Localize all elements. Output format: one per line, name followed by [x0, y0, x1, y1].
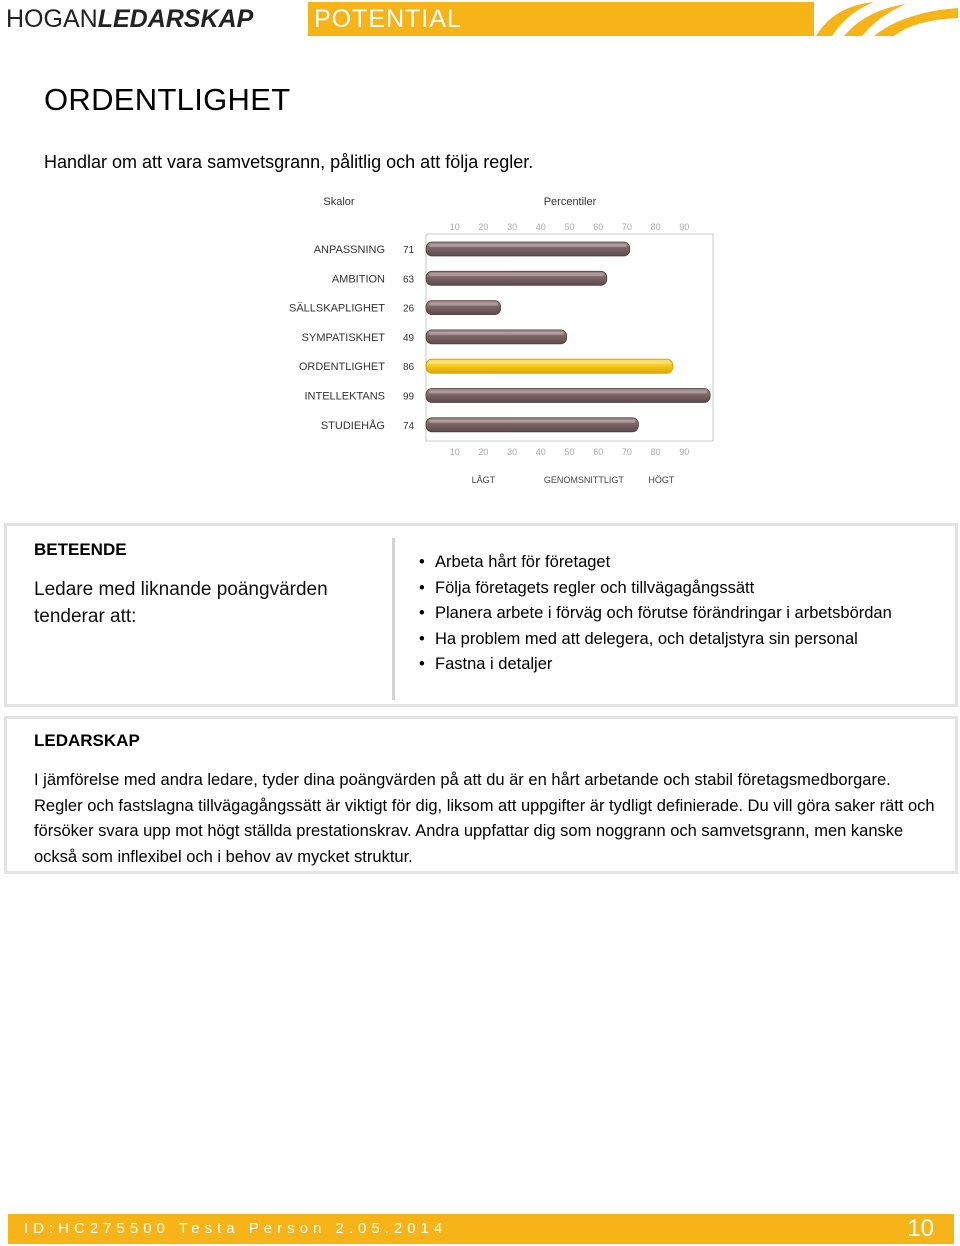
behavior-item: • Ha problem med att delegera, och detaljstyra sin personal — [419, 627, 944, 653]
value-label: 99 — [403, 391, 415, 403]
chart-row — [305, 389, 711, 403]
behavior-list — [419, 550, 944, 678]
value-label: 86 — [403, 362, 415, 374]
category-label: ANPASSNING — [313, 244, 385, 256]
chart-header-scales: Skalor — [323, 196, 355, 208]
band-labels — [472, 475, 675, 485]
category-label: SYMPATISKHET — [301, 331, 385, 344]
category-label: INTELLEKTANS — [304, 390, 385, 403]
top-tick-label: 40 — [535, 222, 546, 232]
band-label: GENOMSNITTLIGT — [543, 475, 624, 485]
brand-product-banner: POTENTIAL — [308, 2, 814, 36]
page-title: ORDENTLIGHET — [44, 82, 291, 117]
behavior-lead-text: Ledare med liknande poängvärden tenderar att: — [34, 579, 328, 627]
category-label: SÄLLSKAPLIGHET — [289, 302, 385, 315]
brand-logo-text — [6, 2, 253, 36]
bar-shine — [429, 361, 670, 364]
top-tick-label: 30 — [507, 222, 518, 232]
top-tick-labels — [450, 222, 690, 232]
bar-shine — [429, 391, 707, 394]
chart-row — [289, 301, 501, 315]
bar-shine — [429, 420, 635, 423]
top-tick-label: 50 — [564, 222, 575, 232]
bottom-tick-label: 70 — [621, 447, 632, 457]
bottom-tick-label: 30 — [507, 447, 518, 457]
leadership-heading: LEDARSKAP — [34, 731, 140, 750]
behavior-heading: BETEENDE — [34, 540, 127, 559]
bottom-tick-labels — [450, 447, 690, 457]
bar-shine — [429, 303, 498, 306]
behavior-item: • Följa företagets regler och tillvägagångssätt — [419, 576, 944, 602]
page-number: 10 — [907, 1215, 934, 1242]
bottom-tick-label: 90 — [679, 447, 690, 457]
top-tick-label: 90 — [679, 222, 690, 232]
chart-row — [332, 271, 607, 285]
top-tick-label: 10 — [449, 222, 460, 232]
category-label: STUDIEHÅG — [320, 419, 385, 432]
behavior-box — [4, 523, 958, 707]
leadership-text: I jämförelse med andra ledare, tyder dina poängvärden på att du är en hårt arbetande och stabil företagsmedborgare. Regler och fastslagna tillvägagångssätt är viktigt för dig, liksom att uppgifter är tydligt definierade. Du vill göra saker rätt och försöker svara upp mot högt ställda prestationskrav. Andra uppfattar dig som noggrann och samvetsgrann, men kanske också som inflexibel och i behov av mycket struktur. — [34, 771, 935, 866]
chart-row — [302, 330, 567, 344]
chart-row — [299, 359, 673, 373]
value-label: 71 — [403, 245, 415, 256]
category-label: ORDENTLIGHET — [298, 361, 385, 374]
bottom-tick-label: 40 — [535, 447, 546, 457]
bottom-tick-label: 60 — [593, 447, 604, 457]
bar-shine — [429, 332, 564, 335]
bottom-tick-label: 50 — [564, 447, 575, 457]
chart-row — [321, 418, 639, 432]
percentile-chart — [0, 185, 960, 495]
behavior-item: • Arbeta hårt för företaget — [419, 550, 944, 576]
bar-shine — [429, 273, 604, 276]
behavior-item: • Planera arbete i förväg och förutse förändringar i arbetsbördan — [419, 601, 944, 627]
behavior-divider — [392, 538, 395, 700]
value-label: 74 — [403, 420, 415, 432]
bar-shine — [429, 244, 627, 247]
bottom-tick-label: 20 — [478, 447, 489, 457]
footer-id-text: ID:HC275500 Testa Person 2.05.2014 — [24, 1220, 448, 1237]
brand-strong: LEDARSKAP — [97, 5, 254, 33]
category-label: AMBITION — [331, 273, 385, 286]
top-tick-label: 60 — [593, 222, 604, 232]
value-label: 26 — [403, 303, 415, 315]
report-header — [0, 0, 960, 38]
swoosh-logo-icon — [814, 0, 960, 38]
top-tick-label: 20 — [478, 222, 489, 232]
chart-header-percentiles: Percentiler — [543, 196, 597, 208]
page-subtitle: Handlar om att vara samvetsgrann, pålitlig och att följa regler. — [44, 152, 534, 172]
brand-prefix: HOGAN — [6, 5, 98, 33]
chart-row — [314, 242, 630, 256]
top-tick-label: 80 — [650, 222, 661, 232]
bottom-tick-label: 80 — [650, 447, 661, 457]
value-label: 49 — [403, 332, 415, 344]
band-label: HÖGT — [648, 475, 675, 485]
value-label: 63 — [403, 274, 415, 286]
top-tick-label: 70 — [621, 222, 632, 232]
behavior-item: • Fastna i detaljer — [419, 652, 944, 678]
report-footer — [8, 1214, 954, 1244]
leadership-box — [4, 716, 958, 874]
band-label: LÅGT — [471, 475, 496, 485]
bottom-tick-label: 10 — [449, 447, 460, 457]
